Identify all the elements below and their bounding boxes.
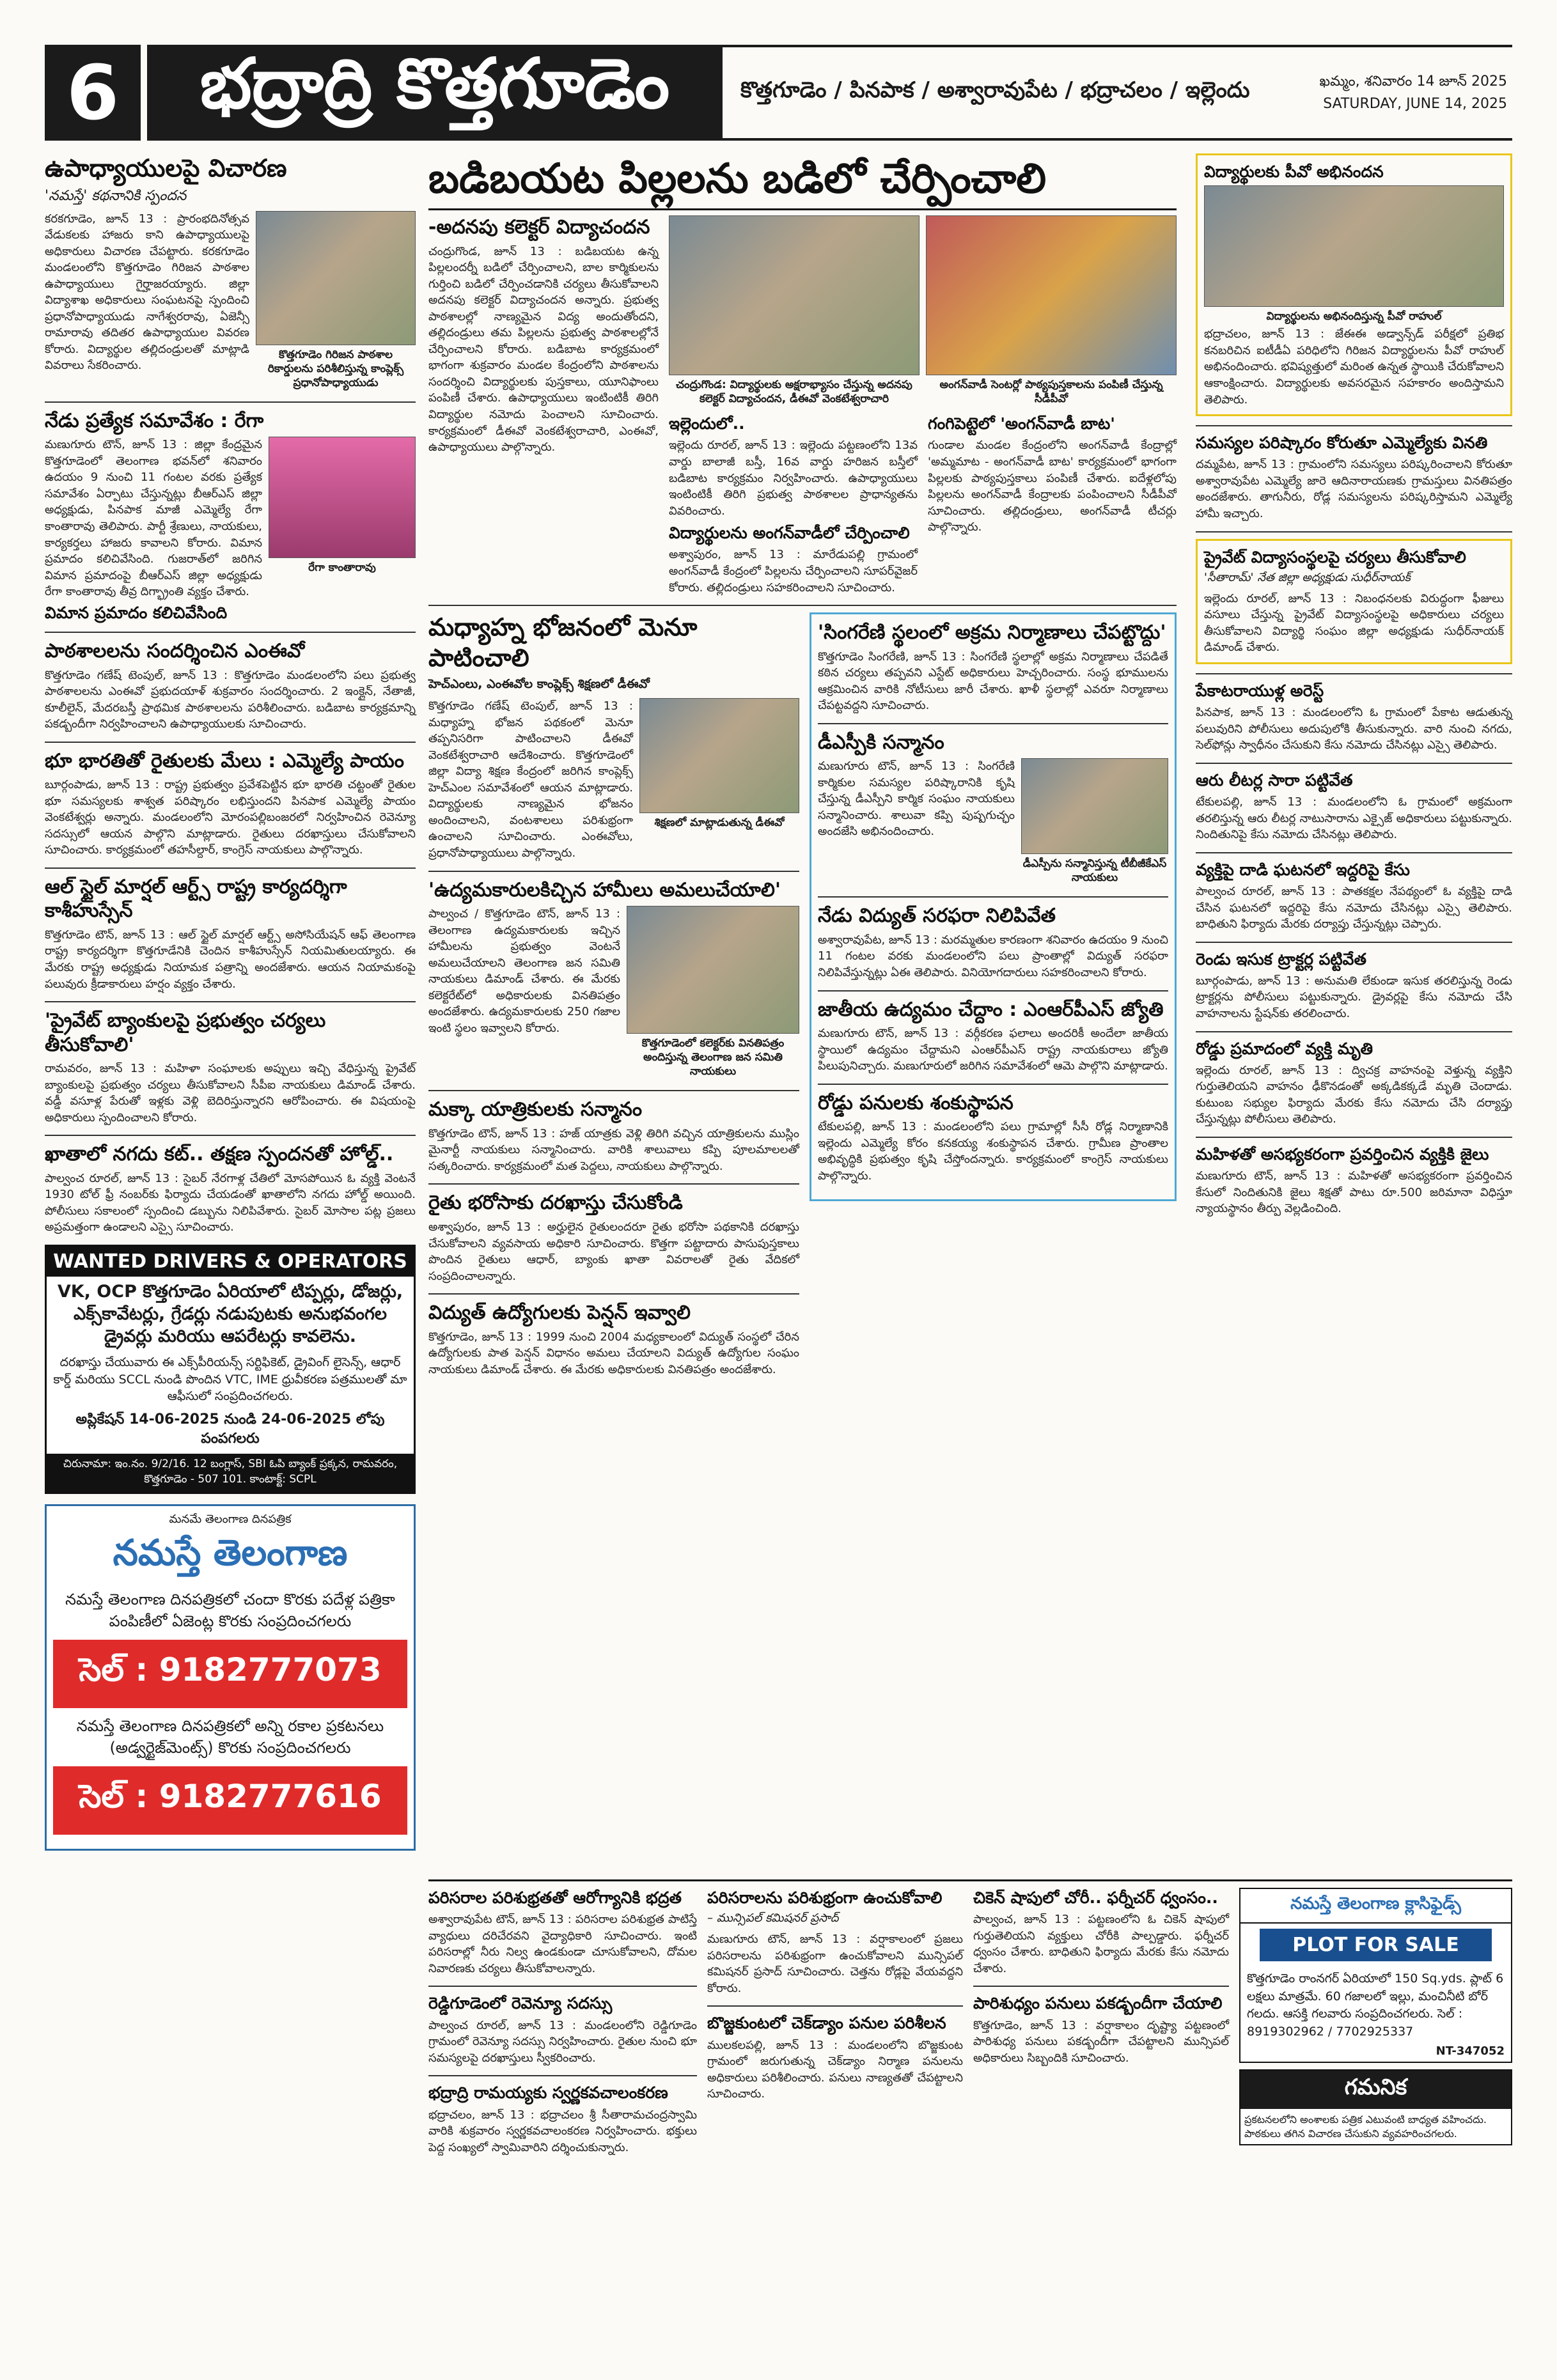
news-photo xyxy=(256,211,416,345)
story-body: మణుగూరు టౌన్, జూన్ 13 : వర్షాకాలంలో ప్రజలు పరిసరాలను పరిశుభ్రంగా ఉంచుకోవాలని మున్సిపల్ కమిషనర్ ప్రసాద్ సూచించారు. చెత్తను రోడ్లపై వేయవద్దని కోరారు. xyxy=(707,1933,963,1995)
headline: నేడు ప్రత్యేక సమావేశం : రేగా xyxy=(45,409,264,432)
lead-photo-1 xyxy=(669,215,919,375)
subhead: గంగిపెట్టెలో 'అంగన్‌వాడీ బాట' xyxy=(928,414,1115,433)
ad-line-2: దరఖాస్తు చేయువారు ఈ ఎక్స్‌పీరియన్స్ సర్టిఫికెట్, డ్రైవింగ్ లైసెన్స్, ఆధార్ కార్డ్ మరియు SCCL నుండి పొందిన VTC, IME ధ్రువీకరణ పత్రములతో మా ఆఫీసులో సంప్రదించగలరు. xyxy=(53,1355,407,1404)
story-body: భద్రాచలం, జూన్ 13 : భద్రాచలం శ్రీ సీతారామచంద్రస్వామి వారికి శుక్రవారం స్వర్ణకవచాలంకరణ నిర్వహించారు. భక్తులు పెద్ద సంఖ్యలో స్వామివారిని దర్శించుకున్నారు. xyxy=(428,2108,697,2154)
story-body: పాల్వంచ / కొత్తగూడెం టౌన్, జూన్ 13 : తెలంగాణ ఉద్యమకారులకు ఇచ్చిన హామీలను ప్రభుత్వం వెంటనే అమలుచేయాలని తెలంగాణ జన సమితి నాయకులు డిమాండ్ చేశారు. ఈ మేరకు కలెక్టరేట్‌లో అధికారులకు వినతిపత్రం అందజేశారు. ఉద్యమకారులకు 250 గజాల ఇంటి స్థలం ఇవ్వాలని కోరారు. xyxy=(428,907,620,1035)
story-body: టేకులపల్లి, జూన్ 13 : మండలంలోని ఓ గ్రామంలో అక్రమంగా తరలిస్తున్న ఆరు లీటర్ల నాటుసారాను ఎక్సైజ్ అధికారులు పట్టుకున్నారు. నిందితునిపై కేసు నమోదు చేసినట్లు తెలిపారు. xyxy=(1196,795,1512,842)
masthead xyxy=(45,45,1512,141)
subheadline: 'సీతారామ్' నేత జిల్లా అధ్యక్షుడు సుధీర్‌నాయక్ xyxy=(1204,570,1411,584)
headline: రెండు ఇసుక ట్రాక్టర్ల పట్టివేత xyxy=(1196,949,1366,968)
story-body: అశ్వాపురం, జూన్ 13 : అర్హులైన రైతులందరూ రైతు భరోసా పథకానికి దరఖాస్తు చేసుకోవాలని వ్యవసాయ అధికారి సూచించారు. కొత్తగా పట్టాదారు పాసుపుస్తకాలు పొందిన రైతులు ఆధార్, బ్యాంకు ఖాతా వివరాలతో రైతు వేదికలో సంప్రదించాలన్నారు. xyxy=(428,1220,799,1283)
story-mla-petition xyxy=(1196,433,1512,522)
story-martial-arts xyxy=(45,875,416,992)
headline: 'ఉద్యమకారులకిచ్చిన హామీలు అమలుచేయాలి' xyxy=(428,878,781,901)
story-private-schools xyxy=(1196,539,1512,664)
story-body: మణుగూరు టౌన్, జూన్ 13 : వర్గీకరణ ఫలాలు అందరికీ అందేలా జాతీయ స్థాయిలో ఉద్యమం చేద్దామని ఎంఆర్‌పీఎస్ రాష్ట్ర నాయకురాలు జ్యోతి పిలుపునిచ్చారు. మణుగూరులో జరిగిన సమావేశంలో ఆమె పాల్గొని మాట్లాడారు. xyxy=(818,1027,1168,1073)
story-body: మణుగూరు టౌన్, జూన్ 13 : మహిళతో అసభ్యకరంగా ప్రవర్తించిన కేసులో నిందితునికి జైలు శిక్షతో పాటు రూ.500 జరిమానా విధిస్తూ న్యాయస్థానం తీర్పు వెల్లడించింది. xyxy=(1196,1169,1512,1216)
headline: 'సింగరేణి స్థలంలో అక్రమ నిర్మాణాలు చేపట్టొద్దు' xyxy=(818,621,1166,644)
headline: విద్యార్థులకు పీవో అభినందన xyxy=(1204,162,1384,181)
classifieds-logo: నమస్తే తెలంగాణ క్లాసిఫైడ్స్ xyxy=(1240,1889,1511,1924)
lead-headline: బడిబయట పిల్లలను బడిలో చేర్పించాలి xyxy=(428,153,1177,210)
headline: ప్రైవేట్ విద్యాసంస్థలపై చర్యలు తీసుకోవాలి xyxy=(1204,547,1466,566)
headline: రోడ్డు పనులకు శంకుస్థాపన xyxy=(818,1091,1013,1114)
story-body: మణుగూరు టౌన్, జూన్ 13 : సింగరేణి కార్మికుల సమస్యల పరిష్కారానికి కృషి చేస్తున్న డీఎస్పీని కార్మిక సంఘం నాయకులు సన్మానించారు. శాలువా కప్పి పుష్పగుచ్ఛం అందజేసి అభినందించారు. xyxy=(818,759,1015,839)
boxed-section xyxy=(810,612,1177,1201)
subhead: విద్యార్థులను అంగన్‌వాడీలో చేర్పించాలి xyxy=(669,524,910,543)
portrait-photo xyxy=(269,437,416,558)
headline: సమస్యల పరిష్కారం కోరుతూ ఎమ్మెల్యేకు వినతి xyxy=(1196,433,1488,453)
story-midday-meal xyxy=(428,612,799,861)
story-liquor-seized xyxy=(1196,770,1512,843)
story-body: కరకగూడెం, జూన్ 13 : ప్రారంభదినోత్సవ వేడుకలకు హాజరు కాని ఉపాధ్యాయులపై అధికారులు విచారణ చేపట్టారు. కరకగూడెం మండలంలోని కొత్తగూడెం గిరిజన పాఠశాల ఉపాధ్యాయులు గైర్హాజరయ్యారు. జిల్లా విద్యాశాఖ అధికారులు సంఘటనపై స్పందించి ప్రధానోపాధ్యాయుడు నాగేశ్వరరావు, ఏజెన్సీ రామారావు తదితర ఉపాధ్యాయుల వివరణ కోరారు. విద్యార్థుల తల్లిదండ్రులతో మాట్లాడి వివరాలు సేకరించారు. xyxy=(45,212,249,373)
headline: పేకాటరాయుళ్ల అరెస్ట్ xyxy=(1196,681,1324,700)
story-assault-case xyxy=(1196,860,1512,933)
headline: భద్రాద్రి రామయ్యకు స్వర్ణకవచాలంకరణ xyxy=(428,2083,668,2103)
story-mrps xyxy=(818,998,1168,1075)
headline: మక్కా యాత్రికులకు సన్మానం xyxy=(428,1098,643,1121)
headline: జాతీయ ఉద్యమం చేద్దాం : ఎంఆర్‌పీఎస్ జ్యోతి xyxy=(818,998,1164,1021)
story-hygiene xyxy=(428,1888,697,1977)
dateline xyxy=(1301,45,1512,141)
story-body: దమ్మపేట, జూన్ 13 : గ్రామంలోని సమస్యలు పరిష్కరించాలని కోరుతూ అశ్వారావుపేట ఎమ్మెల్యే జారె ఆదినారాయణకు గ్రామస్తులు వినతిపత్రం అందజేశారు. తాగునీరు, రోడ్ల సమస్యలను పరిష్కరిస్తామని ఎమ్మెల్యే హామీ ఇచ్చారు. xyxy=(1196,458,1512,520)
news-photo xyxy=(1021,758,1168,854)
notice-title: గమనిక xyxy=(1240,2071,1511,2109)
story-cyber-hold xyxy=(45,1142,416,1236)
story-cleanliness xyxy=(707,1888,963,1996)
subheadline: 'నమస్తే' కథనానికి స్పందన xyxy=(45,187,187,204)
story-body: రామవరం, జూన్ 13 : మహిళా సంఘాలకు అప్పులు ఇచ్చి వేధిస్తున్న ప్రైవేట్ బ్యాంకులపై ప్రభుత్వం చర్యలు తీసుకోవాలని సీపీఐ నాయకులు డిమాండ్ చేశారు. వడ్డీ వసూళ్ల పేరుతో ఇళ్లకు వెళ్లి బెదిరిస్తున్నారని ఆరోపించారు. ఈ విషయంపై అధికారులు స్పందించాలని కోరారు. xyxy=(45,1062,416,1124)
story-body: కొత్తగూడెం గణేష్ టెంపుల్, జూన్ 13 : మధ్యాహ్న భోజన పథకంలో మెనూ తప్పనిసరిగా పాటించాలని డీఈవో వెంకటేశ్వరాచారి ఆదేశించారు. కొత్తగూడెంలో జిల్లా విద్యా శిక్షణ కేంద్రంలో జరిగిన కాంప్లెక్స్ హెచ్ఎంల సమావేశంలో ఆయన మాట్లాడారు. విద్యార్థులకు నాణ్యమైన భోజనం అందించాలని, వంటశాలలు పరిశుభ్రంగా ఉంచాలని సూచించారు. ఎంఈవోలు, ప్రధానోపాధ్యాయులు పాల్గొన్నారు. xyxy=(428,699,633,860)
story-swarna-kavacham xyxy=(428,2083,697,2156)
photo-caption: కొత్తగూడెంలో కలెక్టర్‌కు వినతిపత్రం అందిస్తున్న తెలంగాణ జన సమితి నాయకులు xyxy=(641,1037,785,1078)
lead-story xyxy=(428,153,1177,596)
right-column xyxy=(1196,153,1512,1226)
story-chicken-shop-theft xyxy=(973,1888,1229,1977)
ad-address: చిరునామా: ఇం.నం. 9/2/16. 12 బంగ్లాస్, SBI ఓపి బ్యాంక్ ప్రక్కన, రామవరం, కొత్తగూడెం - 507 101. కాంటాక్ట్: SCPL xyxy=(47,1454,414,1492)
ad-text-2: నమస్తే తెలంగాణ దినపత్రికలో అన్ని రకాల ప్రకటనలు (అడ్వర్టైజ్‌మెంట్స్) కొరకు సంప్రదించగలరు xyxy=(76,1717,384,1757)
story-body: ఇల్లెందు రూరల్, జూన్ 13 : ద్విచక్ర వాహనంపై వెళ్తున్న వ్యక్తిని గుర్తుతెలియని వాహనం ఢీకొనడంతో అక్కడికక్కడే మృతి చెందాడు. కుటుంబ సభ్యుల ఫిర్యాదు మేరకు కేసు నమోదు చేసి దర్యాప్తు చేస్తున్నట్లు పోలీసులు తెలిపారు. xyxy=(1196,1063,1512,1126)
ad-text-1: నమస్తే తెలంగాణ దినపత్రికలో చందా కొరకు పదేళ్ల పత్రికా పంపిణీలో ఏజెంట్ల కొరకు సంప్రదించగలరు xyxy=(65,1591,395,1630)
story-private-banks xyxy=(45,1009,416,1126)
subheadline: – మున్సిపల్ కమిషనర్ ప్రసాద్ xyxy=(707,1911,839,1925)
ad-line-1: VK, OCP కొత్తగూడెం ఏరియాలో టిప్పర్లు, డోజర్లు, ఎక్స్‌కావేటర్లు, గ్రేడర్లు నడుపుటకు అనుభవంగల డ్రైవర్లు మరియు ఆపరేటర్లు కావలెను. xyxy=(57,1281,403,1347)
headline: 'ప్రైవేట్ బ్యాంకులపై ప్రభుత్వం చర్యలు తీసుకోవాలి' xyxy=(45,1009,326,1056)
headline: మహిళతో అసభ్యకరంగా ప్రవర్తించిన వ్యక్తికి జైలు xyxy=(1196,1144,1489,1163)
photo-caption: చంద్రుగొండ: విద్యార్థులకు అక్షరాభ్యాసం చేస్తున్న అదనపు కలెక్టర్ విద్యాచందన, డీఈవో వెంకటేశ్వరాచారి xyxy=(676,378,912,406)
story-body: ములకలపల్లి, జూన్ 13 : మండలంలోని బొజ్జకుంట గ్రామంలో జరుగుతున్న చెక్‌డ్యాం నిర్మాణ పనులను అధికారులు పరిశీలించారు. పనులు నాణ్యతతో చేపట్టాలని సూచించారు. xyxy=(707,2038,963,2101)
ad-notice xyxy=(1239,2069,1512,2145)
story-body: కొత్తగూడెం గణేష్ టెంపుల్, జూన్ 13 : కొత్తగూడెం మండలంలోని పలు ప్రభుత్వ పాఠశాలలను ఎంఈవో ప్రభుదయాళ్ శుక్రవారం సందర్శించారు. 2 ఇంక్లైన్, నేతాజీ, కూలీలైన్, మేదరబస్తీ ప్రాథమిక పాఠశాలలను పరిశీలించారు. బడిబాట కార్యక్రమాన్ని పకడ్బందీగా నిర్వహించాలని ఉపాధ్యాయులకు సూచించారు. xyxy=(45,668,416,731)
story-body: టేకులపల్లి, జూన్ 13 : మండలంలోని పలు గ్రామాల్లో సీసీ రోడ్ల నిర్మాణానికి ఇల్లెందు ఎమ్మెల్యే కోరం కనకయ్య శంకుస్థాపన చేశారు. గ్రామీణ ప్రాంతాల అభివృద్ధికి ప్రభుత్వం కృషి చేస్తోందన్నారు. కార్యక్రమంలో కాంగ్రెస్ నాయకులు పాల్గొన్నారు. xyxy=(818,1120,1168,1183)
ad-dates: అప్లికేషన్ 14-06-2025 నుండి 24-06-2025 లోపు పంపగలరు xyxy=(75,1412,385,1447)
story-revenue-sadassu xyxy=(428,1993,697,2066)
lead-body: చంద్రుగొండ, జూన్ 13 : బడిబయట ఉన్న పిల్లలందర్నీ బడిలో చేర్పించాలని, బాల కార్మికులను గుర్తించి బడిలో చేర్పించడానికి చర్యలు తీసుకోవాలని అదనపు కలెక్టర్ విద్యాచందన అన్నారు. ప్రభుత్వ పాఠశాలల్లో నాణ్యమైన విద్య అందుతోందని, తల్లిదండ్రులు తమ పిల్లలను ప్రభుత్వ పాఠశాలల్లోనే చేర్పించాలని కోరారు. బడిబాట కార్యక్రమంలో భాగంగా శుక్రవారం మండల కేంద్రంలోని పాఠశాలను సందర్శించి విద్యార్థులకు పుస్తకాలు, యూనిఫాంలు పంపిణీ చేశారు. ఉపాధ్యాయులు ఇంటింటికీ తిరిగి విద్యార్థుల నమోదు పెంచాలని సూచించారు. కార్యక్రమంలో డీఈవో వెంకటేశ్వరాచారి, ఎంఈవో, ఉపాధ్యాయులు పాల్గొన్నారు. xyxy=(428,244,659,455)
story-body: పాల్వంచ, జూన్ 13 : పట్టణంలోని ఓ చికెన్ షాపులో గుర్తుతెలియని వ్యక్తులు చోరీకి పాల్పడ్డారు. ఫర్నీచర్ ధ్వంసం చేశారు. బాధితుని ఫిర్యాదు మేరకు కేసు నమోదు చేశారు. xyxy=(973,1913,1229,1975)
headline: నేడు విద్యుత్ సరఫరా నిలిపివేత xyxy=(818,905,1056,928)
story-body: పాల్వంచ రూరల్, జూన్ 13 : సైబర్ నేరగాళ్ల చేతిలో మోసపోయిన ఓ వ్యక్తి వెంటనే 1930 టోల్ ఫ్రీ నంబర్‌కు ఫిర్యాదు చేయడంతో ఖాతాలోని నగదు హోల్డ్ అయింది. పోలీసులు సకాలంలో స్పందించి డబ్బును నిలిపివేశారు. సైబర్ మోసాల పట్ల ప్రజలు అప్రమత్తంగా ఉండాలని ఎస్సై సూచించారు. xyxy=(45,1171,416,1234)
headline: ఖాతాలో నగదు కట్.. తక్షణ స్పందనతో హోల్డ్.. xyxy=(45,1143,394,1166)
headline: పాఠశాలలను సందర్శించిన ఎంఈవో xyxy=(45,640,305,662)
story-body: ఇల్లెందు రూరల్, జూన్ 13 : నిబంధనలకు విరుద్ధంగా ఫీజులు వసూలు చేస్తున్న ప్రైవేట్ విద్యాసంస్థలపై అధికారులు చర్యలు తీసుకోవాలని విద్యార్థి సంఘం జిల్లా అధ్యక్షుడు సుధీర్‌నాయక్ డిమాండ్ చేశారు. xyxy=(1204,591,1504,655)
story-bhu-bharati xyxy=(45,749,416,859)
story-roads xyxy=(818,1091,1168,1185)
lead-byline: -అదనపు కలెక్టర్ విద్యాచందన xyxy=(428,216,650,238)
photo-caption: శిక్షణలో మాట్లాడుతున్న డీఈవో xyxy=(654,816,785,830)
ad-namaste-telangana xyxy=(45,1504,416,1851)
story-body: బూర్గంపాడు, జూన్ 13 : రాష్ట్ర ప్రభుత్వం ప్రవేశపెట్టిన భూ భారతి చట్టంతో రైతుల భూ సమస్యలకు శాశ్వత పరిష్కారం లభిస్తుందని పినపాక ఎమ్మెల్యే పాయం వెంకటేశ్వర్లు అన్నారు. మండలంలోని మోరంపల్లిబంజరలో నిర్వహించిన రెవెన్యూ సదస్సులో ఆయన పాల్గొని మాట్లాడారు. రైతులు దరఖాస్తులు చేసుకోవాలని సూచించారు. కార్యక్రమంలో తహసీల్దార్, కాంగ్రెస్ నాయకులు పాల్గొన్నారు. xyxy=(45,778,416,857)
ad-title: WANTED DRIVERS & OPERATORS xyxy=(47,1247,414,1277)
story-rega-meeting xyxy=(45,409,416,623)
headline: పరిసరాలను పరిశుభ్రంగా ఉంచుకోవాలి xyxy=(707,1888,943,1907)
story-body: అశ్వారావుపేట టౌన్, జూన్ 13 : పరిసరాల పరిశుభ్రత పాటిస్తే వ్యాధులు దరిచేరవని వైద్యాధికారి సూచించారు. ఇంటి పరిసరాల్లో నీరు నిల్వ ఉండకుండా చూసుకోవాలని, దోమల నివారణకు చర్యలు తీసుకోవాలన్నారు. xyxy=(428,1913,697,1975)
ad-phone-1[interactable]: సెల్ : 9182777073 xyxy=(53,1640,407,1708)
story-dsp xyxy=(818,731,1168,888)
story-checkdam xyxy=(707,2013,963,2102)
lead-photo-2 xyxy=(926,215,1177,375)
story-sanitation xyxy=(973,1993,1229,2066)
headline: రైతు భరోసాకు దరఖాస్తు చేసుకోండి xyxy=(428,1192,683,1215)
photo-caption: కొత్తగూడెం గిరిజన పాఠశాల రికార్డులను పరిశీలిస్తున్న కాంప్లెక్స్ ప్రధానోపాధ్యాయుడు xyxy=(267,348,404,389)
story-promises xyxy=(428,878,799,1082)
edition-areas: కొత్తగూడెం / పినపాక / అశ్వారావుపేట / భద్రాచలం / ఇల్లెందు xyxy=(723,45,1301,141)
story-body: బూర్గంపాడు, జూన్ 13 : అనుమతి లేకుండా ఇసుక తరలిస్తున్న రెండు ట్రాక్టర్లను పోలీసులు పట్టుకున్నారు. డ్రైవర్లపై కేసు నమోదు చేసి వాహనాలను స్టేషన్‌కు తరలించారు. xyxy=(1196,974,1512,1020)
story-power-pension xyxy=(428,1301,799,1378)
ad-tagline: మనమే తెలంగాణ దినపత్రిక xyxy=(169,1513,292,1527)
headline: భూ భారతితో రైతులకు మేలు : ఎమ్మెల్యే పాయం xyxy=(45,749,404,772)
ad-title: PLOT FOR SALE xyxy=(1260,1929,1492,1961)
headline: రోడ్డు ప్రమాదంలో వ్యక్తి మృతి xyxy=(1196,1039,1373,1058)
headline: విద్యుత్ ఉద్యోగులకు పెన్షన్ ఇవ్వాలి xyxy=(428,1302,691,1325)
story-body: కొత్తగూడెం టౌన్, జూన్ 13 : ఆల్ స్టైల్ మార్షల్ ఆర్ట్స్ అసోసియేషన్ ఆఫ్ తెలంగాణ రాష్ట్ర కార్యదర్శిగా కొత్తగూడేనికి చెందిన కాశీహుస్సేన్ నియమితులయ్యారు. ఈ మేరకు రాష్ట్ర అధ్యక్షుడు నియామక పత్రాన్ని అందజేశారు. ఆయన నియామకంపై పలువురు క్రీడాకారులు హర్షం వ్యక్తం చేశారు. xyxy=(45,928,416,991)
story-outage xyxy=(818,904,1168,981)
headline: పరిసరాల పరిశుభ్రతతో ఆరోగ్యానికి భద్రత xyxy=(428,1888,682,1907)
photo-caption: అంగన్‌వాడీ సెంటర్లో పాఠ్యపుస్తకాలను పంపిణీ చేస్తున్న సీడీపీవో xyxy=(939,378,1163,406)
story-sand-tractors xyxy=(1196,949,1512,1022)
headline: ఆల్ స్టైల్ మార్షల్ ఆర్ట్స్ రాష్ట్ర కార్యదర్శిగా కాశీహుస్సేన్ xyxy=(45,875,347,922)
story-body: గుండాల మండల కేంద్రంలోని అంగన్‌వాడీ కేంద్రాల్లో 'అమ్మమాట - అంగన్‌వాడీ బాట' కార్యక్రమంలో భాగంగా పిల్లలకు పాఠ్యపుస్తకాలు పంపిణీ చేశారు. ఐదేళ్లలోపు పిల్లలను అంగన్‌వాడీ కేంద్రాలకు పంపించాలని సీడీపీవో సూచించారు. తల్లిదండ్రులు, అంగన్‌వాడీ టీచర్లు పాల్గొన్నారు. xyxy=(928,439,1177,534)
story-body: కొత్తగూడెం టౌన్, జూన్ 13 : హజ్ యాత్రకు వెళ్లి తిరిగి వచ్చిన యాత్రికులను ముస్లిం మైనార్టీ నాయకులు సన్మానించారు. వారికి శాలువాలు కప్పి పూలమాలలతో సత్కరించారు. కార్యక్రమంలో మత పెద్దలు, నాయకులు పాల్గొన్నారు. xyxy=(428,1126,799,1173)
headline: ఆరు లీటర్ల సారా పట్టివేత xyxy=(1196,770,1353,789)
news-photo xyxy=(639,698,799,813)
story-felicitation xyxy=(428,1098,799,1174)
story-gamblers-arrest xyxy=(1196,681,1512,754)
story-body: మణుగూరు టౌన్, జూన్ 13 : జిల్లా కేంద్రమైన కొత్తగూడెంలో తెలంగాణ భవన్‌లో శనివారం ఉదయం 9 నుంచి 11 గంటల వరకు ప్రత్యేక సమావేశం ఏర్పాటు చేస్తున్నట్లు బీఆర్‌ఎస్ జిల్లా అధ్యక్షుడు, పినపాక మాజీ ఎమ్మెల్యే రేగా కాంతారావు తెలిపారు. పార్టీ శ్రేణులు, నాయకులు, కార్యకర్తలు హాజరు కావాలని కోరారు. విమాన ప్రమాదం కలిచివేసింది. గుజరాత్‌లో జరిగిన విమాన ప్రమాదంపై బీఆర్‌ఎస్ జిల్లా అధ్యక్షుడు రేగా కాంతారావు తీవ్ర దిగ్భ్రాంతి వ్యక్తం చేశారు. xyxy=(45,438,262,599)
photo-caption: విద్యార్థులను అభినందిస్తున్న పీవో రాహుల్ xyxy=(1266,310,1442,323)
story-body: భద్రాచలం, జూన్ 13 : జేఈఈ అడ్వాన్స్‌డ్ పరీక్షలో ప్రతిభ కనబరిచిన ఐటీడీఏ పరిధిలోని గిరిజన విద్యార్థులను పీవో రాహుల్ అభినందించారు. భవిష్యత్తులో మరింత ఉన్నత స్థాయికి చేరుకోవాలని ఆకాంక్షించారు. విద్యార్థులకు అవసరమైన సహకారం అందిస్తామని తెలిపారు. xyxy=(1204,327,1504,407)
edition-title: భద్రాద్రి కొత్తగూడెం xyxy=(147,45,723,141)
story-farmers xyxy=(428,1191,799,1284)
story-teachers-inquiry xyxy=(45,153,416,393)
news-photo xyxy=(1204,185,1504,307)
left-column xyxy=(45,153,416,1851)
headline: మధ్యాహ్న భోజనంలో మెనూ పాటించాలి xyxy=(428,613,698,672)
ad-wanted-drivers xyxy=(45,1245,416,1494)
headline: పారిశుధ్యం పనులు పకడ్బందీగా చేయాలి xyxy=(973,1994,1223,2013)
ad-body: కొత్తగూడెం రాంనగర్ ఏరియాలో 150 Sq.yds. ప్లాట్ 6 లక్షలు మాత్రమే. 60 గజాలలో ఇల్లు, మంచినీటి బోర్ గలదు. ఆసక్తి గలవారు సంప్రదించగలరు. సెల్ : 8919302962 / 7702925337 xyxy=(1247,1972,1504,2039)
subheadline: హెచ్ఎంలు, ఎంఈవోల కాంప్లెక్స్ శిక్షణలో డీఈవో xyxy=(428,677,650,692)
story-body: అశ్వారావుపేట, జూన్ 13 : మరమ్మతుల కారణంగా శనివారం ఉదయం 9 నుంచి 11 గంటల వరకు మండలంలోని పలు ప్రాంతాల్లో విద్యుత్ సరఫరా నిలిపివేస్తున్నట్లు ఏఈ తెలిపారు. వినియోగదారులు సహకరించాలని కోరారు. xyxy=(818,933,1168,980)
date-telugu: ఖమ్మం, శనివారం 14 జూన్ 2025 xyxy=(1319,74,1507,89)
photo-caption: రేగా కాంతారావు xyxy=(308,561,376,575)
story-body: కొత్తగూడెం, జూన్ 13 : వర్షాకాలం దృష్ట్యా పట్టణంలో పారిశుధ్య పనులు పకడ్బందీగా చేపట్టాలని మున్సిపల్ అధికారులు సిబ్బందికి సూచించారు. xyxy=(973,2018,1229,2065)
subhead: విమాన ప్రమాదం కలిచివేసింది xyxy=(45,603,228,622)
story-body: అశ్వాపురం, జూన్ 13 : మారేడుపల్లి గ్రామంలో అంగన్‌వాడీ కేంద్రంలో పిల్లలను చేర్పించాలని సూపర్‌వైజర్ కోరారు. తల్లిదండ్రులు సహకరించాలని సూచించారు. xyxy=(669,548,918,595)
ad-plot-for-sale xyxy=(1239,1888,1512,2063)
headline: డీఎస్పీకి సన్మానం xyxy=(818,731,944,754)
notice-body: ప్రకటనలలోని అంశాలకు పత్రిక ఎటువంటి బాధ్యత వహించదు. పాఠకులు తగిన విచారణ చేసుకుని వ్యవహరించగలరు. xyxy=(1244,2113,1487,2140)
story-body: ఇల్లెందు రూరల్, జూన్ 13 : ఇల్లెందు పట్టణంలోని 13వ వార్డు బాలాజీ బస్తీ, 16వ వార్డు హరిజన బస్తీలో బడిబాట కార్యక్రమం నిర్వహించారు. ఉపాధ్యాయులు ఇంటింటికీ తిరిగి ప్రభుత్వ పాఠశాలల ప్రాధాన్యతను వివరించారు. xyxy=(669,439,918,518)
ad-reference: NT-347052 xyxy=(1436,2044,1505,2058)
headline: వ్యక్తిపై దాడి ఘటనలో ఇద్దరిపై కేసు xyxy=(1196,860,1410,879)
page-number: 6 xyxy=(45,45,141,141)
headline: రెడ్డిగూడెంలో రెవెన్యూ సదస్సు xyxy=(428,1994,613,2013)
story-singareni xyxy=(818,621,1168,714)
headline: ఉపాధ్యాయులపై విచారణ xyxy=(45,154,287,182)
headline: చికెన్ షాపులో చోరీ.. ఫర్నీచర్ ధ్వంసం.. xyxy=(973,1888,1218,1907)
bottom-band xyxy=(428,1879,1512,2165)
story-body: కొత్తగూడెం, జూన్ 13 : 1999 నుంచి 2004 మధ్యకాలంలో విద్యుత్ సంస్థలో చేరిన ఉద్యోగులకు పాత పెన్షన్ విధానం అమలు చేయాలని విద్యుత్ ఉద్యోగుల సంఘం నాయకులు డిమాండ్ చేశారు. ఈ మేరకు అధికారులకు వినతిపత్రం అందజేశారు. xyxy=(428,1330,799,1376)
news-photo xyxy=(627,906,799,1034)
story-body: కొత్తగూడెం సింగరేణి, జూన్ 13 : సింగరేణి స్థలాల్లో అక్రమ నిర్మాణాలు చేపడితే కఠిన చర్యలు తప్పవని ఎస్టేట్ అధికారులు హెచ్చరించారు. సంస్థ భూములను ఆక్రమించిన వారికి నోటీసులు జారీ చేశారు. ఖాళీ స్థలాల్లో ఎవరూ నిర్మాణాలు చేపట్టవద్దని సూచించారు. xyxy=(818,649,1168,713)
story-school-visit xyxy=(45,639,416,733)
namaste-logo: నమస్తే తెలంగాణ xyxy=(113,1532,348,1575)
ad-phone-2[interactable]: సెల్ : 9182777616 xyxy=(53,1766,407,1835)
story-body: పాల్వంచ రూరల్, జూన్ 13 : పాతకక్షల నేపథ్యంలో ఓ వ్యక్తిపై దాడి చేసిన ఘటనలో ఇద్దరిపై కేసు నమోదు చేసినట్లు ఎస్సై తెలిపారు. బాధితుని ఫిర్యాదు మేరకు దర్యాప్తు చేస్తున్నట్లు చెప్పారు. xyxy=(1196,884,1512,931)
photo-caption: డీఎస్పీను సన్మానిస్తున్న టీబీజీకేఎస్ నాయకులు xyxy=(1022,857,1167,885)
main-area xyxy=(428,153,1177,1387)
story-po-congratulates xyxy=(1196,153,1512,416)
story-body: పాల్వంచ రూరల్, జూన్ 13 : మండలంలోని రెడ్డిగూడెం గ్రామంలో రెవెన్యూ సదస్సు నిర్వహించారు. రైతుల నుంచి భూ సమస్యలపై దరఖాస్తులు స్వీకరించారు. xyxy=(428,2018,697,2065)
story-body: పినపాక, జూన్ 13 : మండలంలోని ఓ గ్రామంలో పేకాట ఆడుతున్న పలువురిని పోలీసులు అదుపులోకి తీసుకున్నారు. వారి నుంచి నగదు, సెల్‌ఫోన్లు స్వాధీనం చేసుకుని కేసు నమోదు చేసినట్లు ఎస్సై తెలిపారు. xyxy=(1196,706,1512,752)
story-jail-sentence xyxy=(1196,1144,1512,1217)
story-road-accident xyxy=(1196,1039,1512,1128)
headline: బొజ్జకుంటలో చెక్‌డ్యాం పనుల పరిశీలన xyxy=(707,2014,946,2033)
date-english: SATURDAY, JUNE 14, 2025 xyxy=(1323,96,1507,113)
subhead: ఇల్లెందులో.. xyxy=(669,414,745,433)
